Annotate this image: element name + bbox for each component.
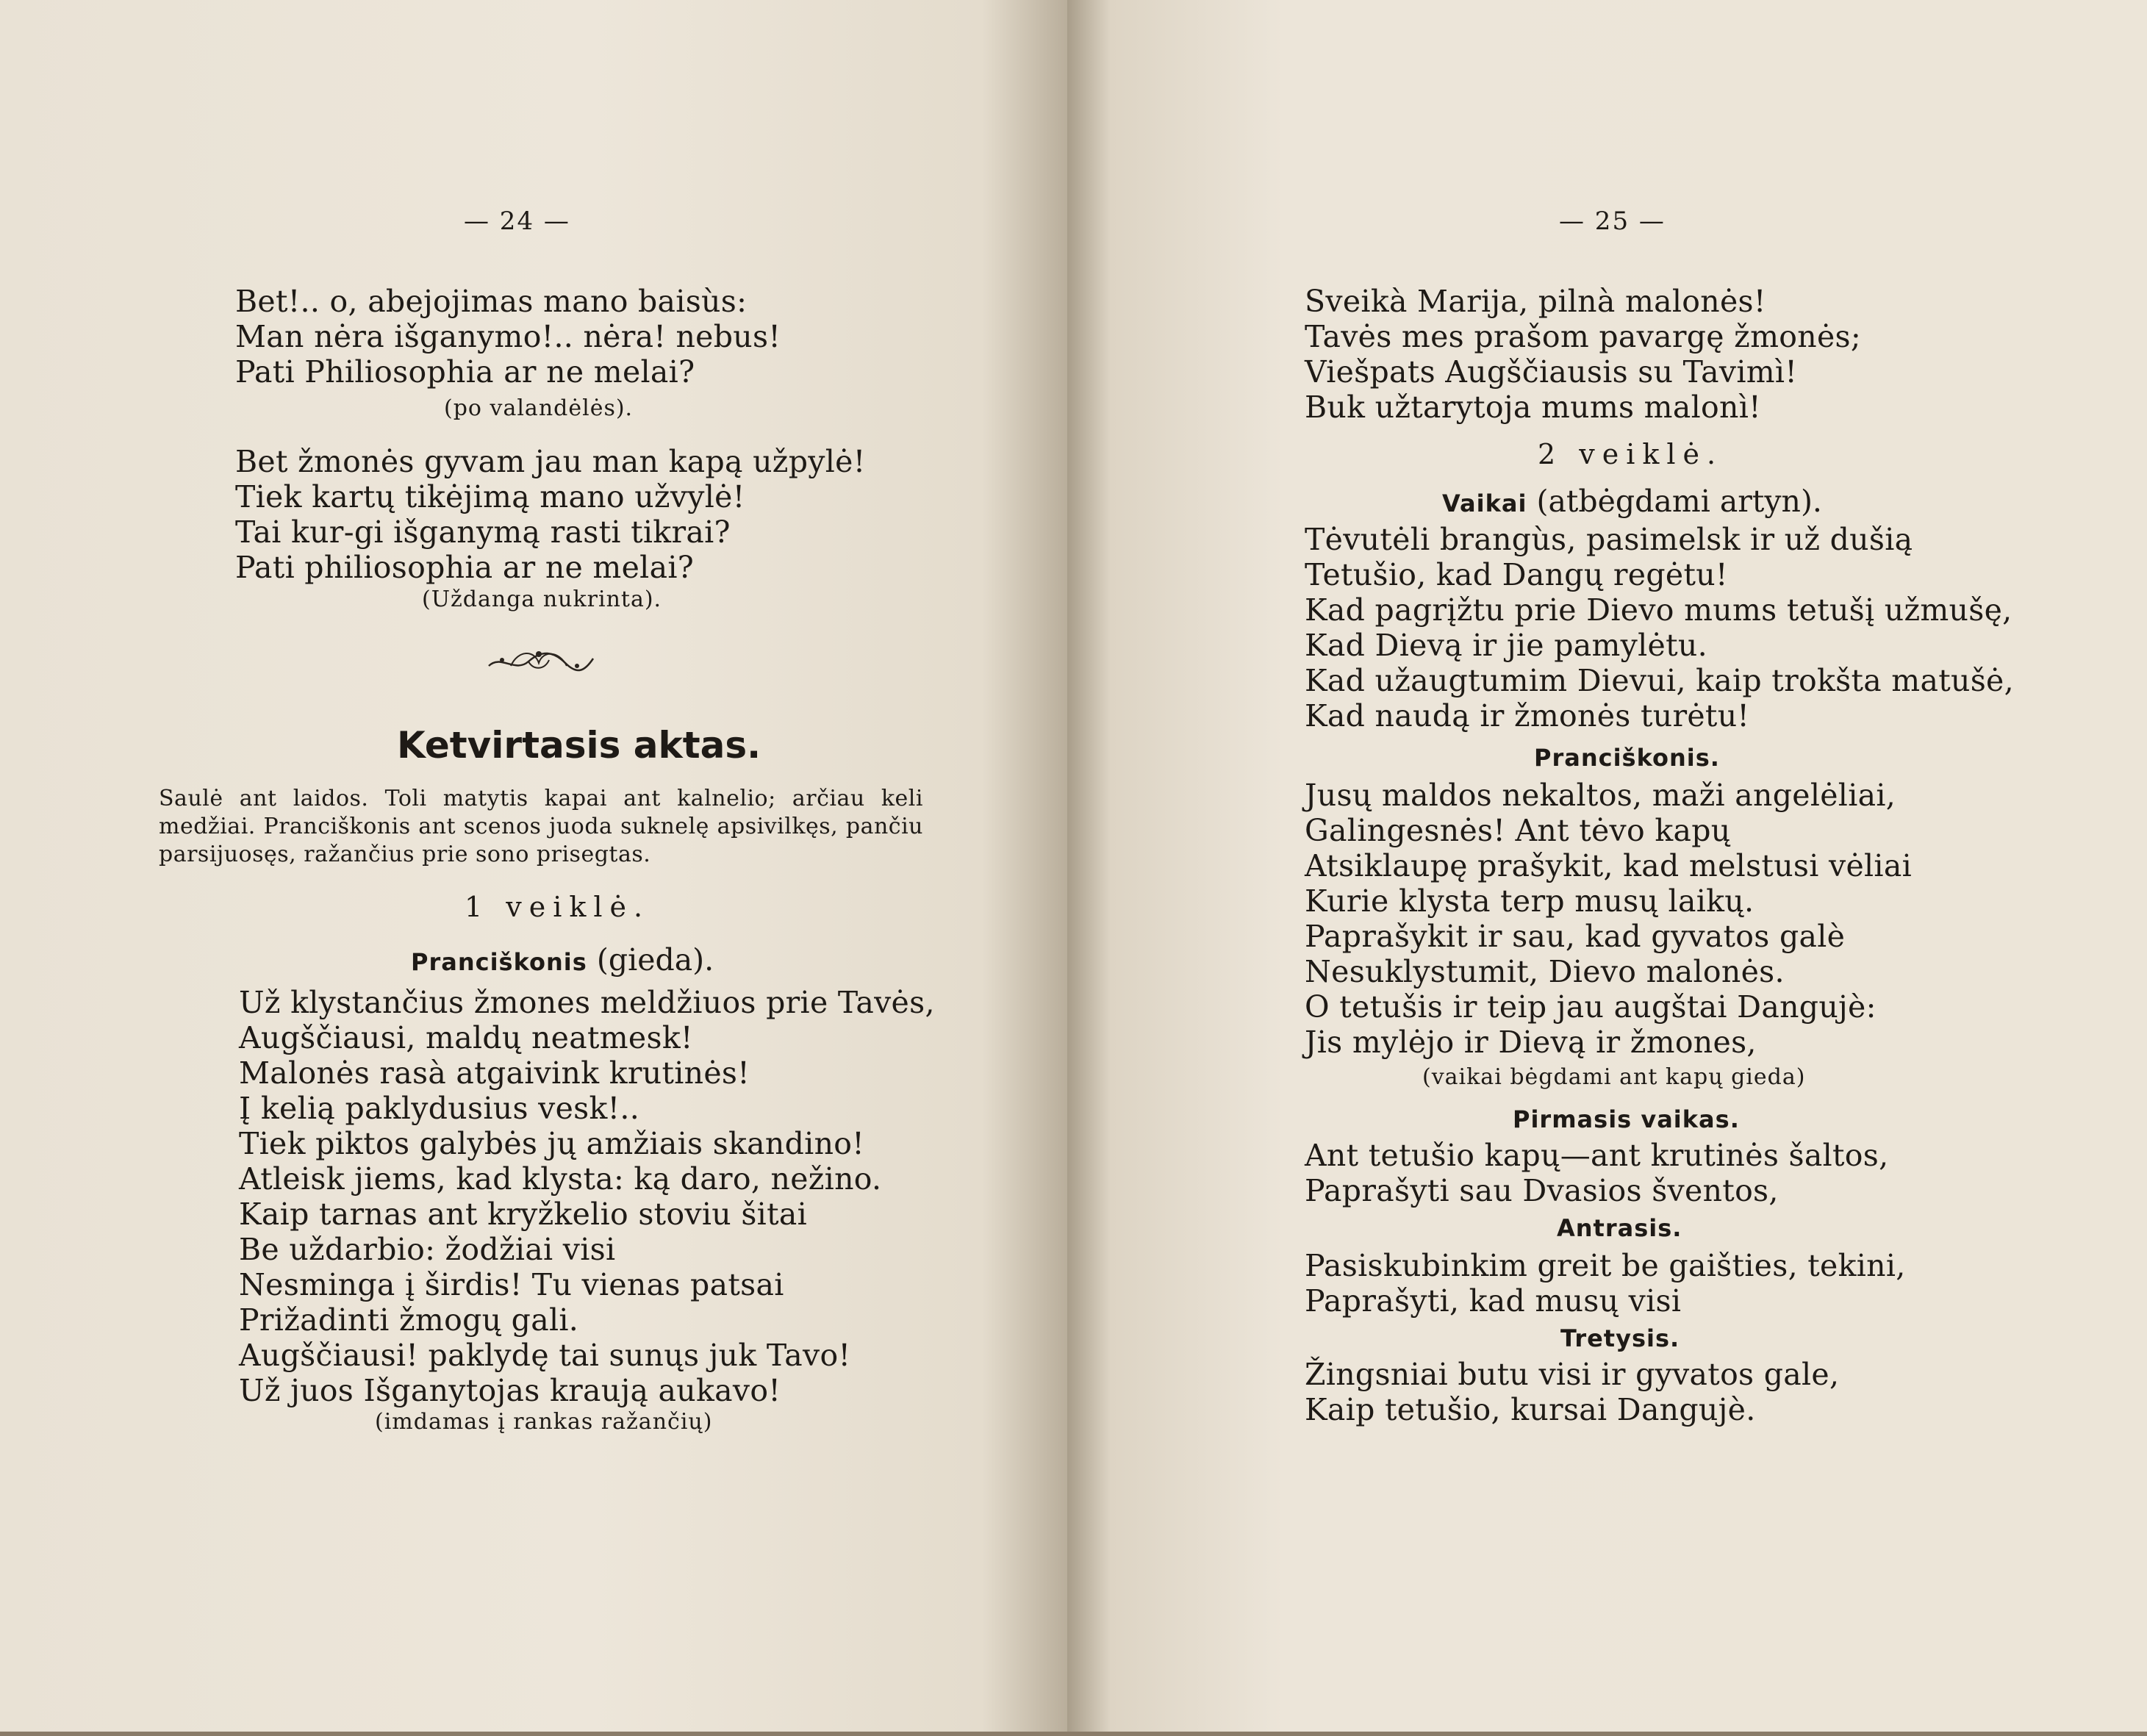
second-child-lines xyxy=(1305,1248,1906,1319)
verse-line: Kad naudą ir žmonės turėtu! xyxy=(1305,698,1750,734)
verse-line: Atsiklaupę prašykit, kad melstusi vėliai xyxy=(1305,848,1912,883)
verse-line: Pati Philiosophia ar ne melai? xyxy=(235,354,695,390)
verse-line: Nesminga į širdis! Tu vienas patsai xyxy=(239,1267,784,1302)
verse-line: Buk užtarytoja mums malonì! xyxy=(1305,390,1761,425)
opening-stanza xyxy=(235,284,781,390)
act-heading: Ketvirtasis aktas. xyxy=(397,724,761,767)
speaker-name: Antrasis. xyxy=(1557,1214,1682,1242)
verse-line: Pasiskubinkim greit be gaišties, tekini, xyxy=(1305,1248,1906,1283)
verse-line: Augščiausi! paklydę tai sunųs juk Tavo! xyxy=(239,1338,851,1373)
verse-line: Kad Dievą ir jie pamylėtu. xyxy=(1305,628,1707,663)
verse-line: Kad užaugtumim Dievui, kaip trokšta matušė, xyxy=(1305,663,2014,698)
speaker-name: Pranciškonis. xyxy=(1534,744,1720,772)
verse-line: Jusų maldos nekaltos, maži angelėliai, xyxy=(1305,778,1896,813)
franciscan-lines xyxy=(1305,778,1912,1060)
book-bottom-edge xyxy=(0,1732,2147,1736)
stage-direction: (imdamas į rankas ražančių) xyxy=(375,1409,713,1435)
speaker-heading xyxy=(411,942,714,980)
verse-line: Galingesnės! Ant tėvo kapų xyxy=(1305,813,1731,848)
verse-line: Už juos Išganytojas kraują aukavo! xyxy=(239,1373,781,1408)
verse-line: Tiek kartų tikėjimą mano užvylė! xyxy=(235,479,745,514)
verse-line: Į kelią paklydusius vesk!.. xyxy=(239,1091,640,1126)
scene-heading: 2 veiklė. xyxy=(1538,438,1724,470)
verse-line: Žingsniai butu visi ir gyvatos gale, xyxy=(1305,1357,1840,1392)
speaker-note: (gieda). xyxy=(596,942,714,978)
verse-line: O tetušis ir teip jau augštai Dangujè: xyxy=(1305,989,1877,1025)
speaker-name: Tretysis. xyxy=(1560,1324,1680,1352)
verse-line: Bet!.. o, abejojimas mano baisùs: xyxy=(235,284,748,319)
verse-line: Pati philiosophia ar ne melai? xyxy=(235,550,695,585)
verse-line: Paprašykit ir sau, kad gyvatos galè xyxy=(1305,919,1846,954)
verse-line: Atleisk jiems, kad klysta: ką daro, nežino. xyxy=(239,1161,882,1197)
verse-line: Sveikà Marija, pilnà malonės! xyxy=(1305,284,1766,319)
stage-direction: (Uždanga nukrinta). xyxy=(422,587,662,612)
verse-line: Kurie klysta terp musų laikų. xyxy=(1305,883,1754,919)
scene-heading: 1 veiklė. xyxy=(465,891,650,923)
verse-line: Kaip tarnas ant kryžkelio stoviu šitai xyxy=(239,1197,808,1232)
verse-line: Viešpats Augščiausis su Tavimì! xyxy=(1305,354,1798,390)
ave-maria-stanza xyxy=(1305,284,1861,425)
verse-line: Tėvutėli brangùs, pasimelsk ir už dušią xyxy=(1305,522,1913,557)
third-child-lines xyxy=(1305,1357,1839,1427)
verse-line: Augščiausi, maldų neatmesk! xyxy=(239,1020,693,1055)
scene-description-text: Saulė ant laidos. Toli matytis kapai ant kalnelio; arčiau keli medžiai. Pranciškonis ant scenos juoda suknelę apsivilkęs, pančiu parsijuosęs, ražančius prie sono prisegtas. xyxy=(159,786,923,867)
verse-line: Bet žmonės gyvam jau man kapą užpylė! xyxy=(235,444,866,479)
speaker-name: Vaikai xyxy=(1442,489,1527,517)
verse-line: Jis mylėjo ir Dievą ir žmones, xyxy=(1305,1025,1757,1060)
scene-description xyxy=(159,785,923,869)
speaker-name: Pirmasis vaikas. xyxy=(1513,1105,1740,1133)
second-stanza xyxy=(235,444,865,585)
verse-line: Paprašyti, kad musų visi xyxy=(1305,1283,1682,1319)
children-lines xyxy=(1305,522,2014,734)
speaker-heading xyxy=(1442,484,1822,521)
verse-line: Nesuklystumit, Dievo malonės. xyxy=(1305,954,1785,989)
verse-line: Kaip tetušio, kursai Dangujè. xyxy=(1305,1392,1756,1427)
verse-line: Už klystančius žmones meldžiuos prie Tavės, xyxy=(239,985,935,1020)
speaker-name: Pranciškonis xyxy=(411,948,587,976)
verse-line: Prižadinti žmogų gali. xyxy=(239,1302,579,1338)
right-page xyxy=(1067,0,2147,1736)
left-page xyxy=(0,0,1067,1736)
verse-line: Tetušio, kad Dangų regėtu! xyxy=(1305,557,1728,592)
verse-line: Be uždarbio: žodžiai visi xyxy=(239,1232,616,1267)
stage-direction: (vaikai bėgdami ant kapų gieda) xyxy=(1422,1064,1806,1090)
prayer-stanza xyxy=(239,985,935,1408)
verse-line: Tai kur-gi išganymą rasti tikrai? xyxy=(235,514,731,550)
speaker-note: (atbėgdami artyn). xyxy=(1536,484,1822,519)
verse-line: Paprašyti sau Dvasios šventos, xyxy=(1305,1173,1779,1208)
verse-line: Tiek piktos galybės jų amžiais skandino! xyxy=(239,1126,865,1161)
verse-line: Tavės mes prašom pavargę žmonės; xyxy=(1305,319,1861,354)
page-number: — 24 — xyxy=(464,207,570,236)
ornament-icon xyxy=(486,644,596,679)
verse-line: Man nėra išganymo!.. nėra! nebus! xyxy=(235,319,781,354)
first-child-lines xyxy=(1305,1138,1888,1208)
verse-line: Ant tetušio kapų—ant krutinės šaltos, xyxy=(1305,1138,1889,1173)
verse-line: Kad pagrįžtu prie Dievo mums tetušį užmušę, xyxy=(1305,592,2012,628)
verse-line: Malonės rasà atgaivink krutinės! xyxy=(239,1055,750,1091)
stage-direction: (po valandėlės). xyxy=(444,395,634,421)
page-number: — 25 — xyxy=(1559,207,1666,236)
